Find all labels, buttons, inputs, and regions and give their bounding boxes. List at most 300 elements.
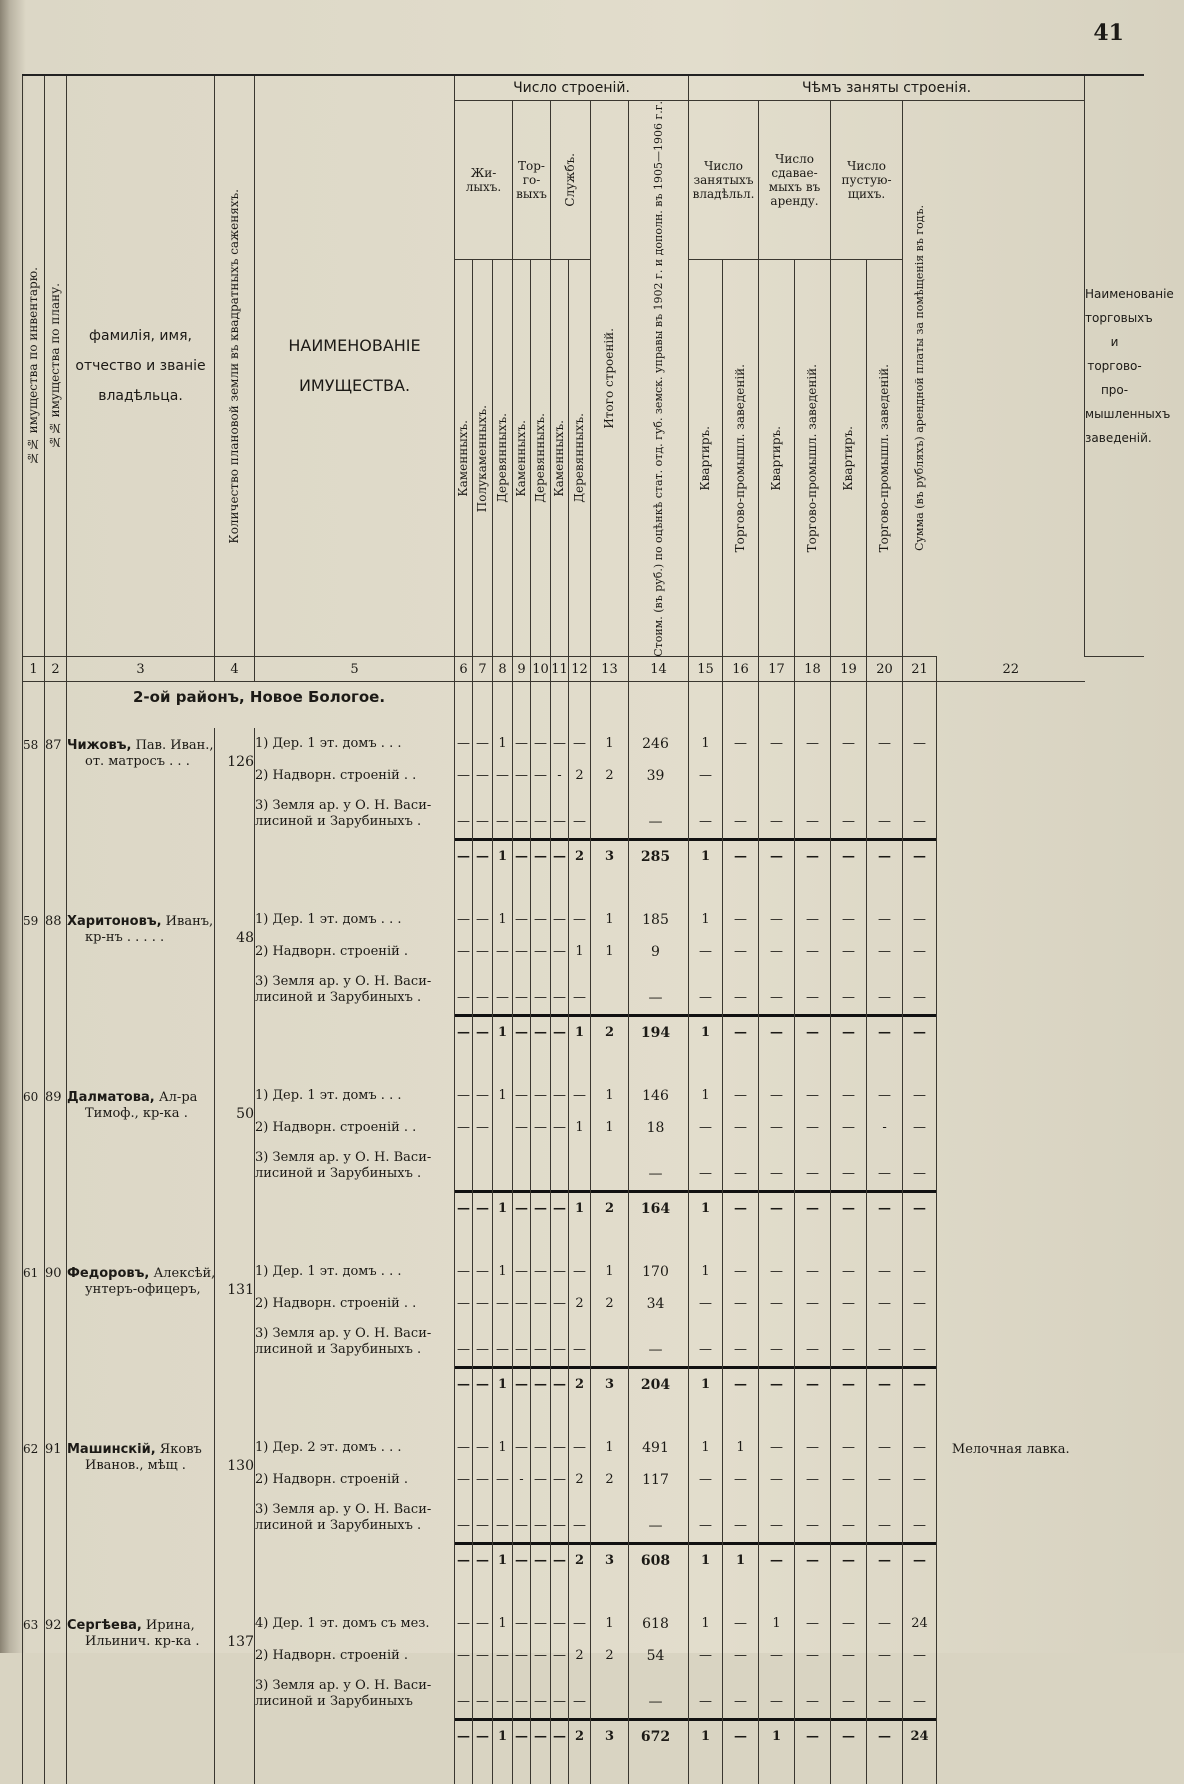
column-number-21: 21 [903,657,937,682]
value-c19 [831,760,866,792]
value-c6: — [457,1263,470,1279]
value-c15: 1 [701,1615,710,1631]
col-c20 [867,1608,903,1784]
header-land-area: Количество плановой земли въ квадратныхъ саженяхъ. [215,76,255,657]
value-c18: — [806,1439,820,1455]
col-c16 [723,728,759,904]
total-c19: — [831,1366,866,1401]
value-c19: — [842,1087,856,1103]
total-c8: 1 [493,1366,512,1401]
total-c11: — [551,1718,568,1753]
value-c18: — [806,943,820,959]
establishment-name: Мелочная лавка. [937,1432,1085,1608]
value-c13 [591,792,628,838]
col-c13 [591,1432,629,1608]
property-item-name: 2) Надворн. строеній . . [255,1119,417,1135]
value-c13: 1 [605,1087,614,1103]
header-c12: Деревянныхъ. [569,259,591,656]
value-c20: — [878,1517,892,1533]
plan-number: 91 [45,1432,67,1608]
owner-surname: Далматова, [67,1089,155,1105]
value-c6: — [457,1693,470,1709]
value-c7: — [476,1647,489,1663]
value-c19: — [842,1647,856,1663]
value-c6: — [457,1341,470,1357]
total-c20: — [867,1190,902,1225]
entry-gap [255,1750,454,1784]
plan-number: 89 [45,1080,67,1256]
total-c9: — [513,1190,530,1225]
value-c12: — [573,1341,586,1357]
value-c8: — [496,943,509,959]
header-c21: Сумма (въ рубляхъ) арендной платы за помѣщенія въ годъ. [903,100,937,657]
header-c17: Квартиръ. [759,259,795,656]
header-c14: Стоим. (въ руб.) по оцѣнкѣ стат. отд. губ. земск. управы въ 1902 г. и дополн. въ 1905—1906 г.г. [629,100,689,657]
value-c10: — [534,1295,547,1311]
total-c21: — [903,1366,936,1401]
property-item-name: 2) Надворн. строеній . . [255,1295,417,1311]
total-c8: 1 [493,838,512,873]
total-c7: — [473,838,492,873]
value-c20: — [878,1165,892,1181]
value-c18 [795,760,830,792]
value-c16: — [734,1615,748,1631]
value-c20: — [878,1471,892,1487]
value-c20: — [878,735,892,751]
value-c17: — [770,1471,784,1487]
value-c6: — [457,1517,470,1533]
col-c12 [569,728,591,904]
value-c20: — [878,1295,892,1311]
value-c12: — [573,911,586,927]
col-c21 [903,904,937,1080]
value-c15: — [699,1295,713,1311]
value-c6: — [457,1439,470,1455]
value-c16: — [734,989,748,1005]
value-c15: — [699,1517,713,1533]
value-c13: 2 [605,1295,614,1311]
col-c17 [759,1608,795,1784]
value-c17: — [770,1341,784,1357]
value-c20: — [878,1615,892,1631]
property-item [255,1144,454,1190]
col-c19 [831,1080,867,1256]
value-c13: 1 [605,1263,614,1279]
col-c20 [867,1080,903,1256]
value-c9: — [515,1341,528,1357]
col-c8 [493,1080,513,1256]
col-c18 [795,1432,831,1608]
col-c17 [759,1080,795,1256]
value-c19: — [842,989,856,1005]
value-c8 [493,1112,512,1144]
value-c11: — [553,1119,566,1135]
value-c17: — [770,943,784,959]
total-c10: — [531,838,550,873]
owner-surname: Чижовъ, [67,737,132,753]
header-c16: Торгово-промышл. заведеній. [723,259,759,656]
col-c21 [903,1608,937,1784]
value-c19: — [842,943,856,959]
property-item [255,792,454,838]
establishment-name [937,904,1085,1080]
value-c19: — [842,1263,856,1279]
total-c21: — [903,1190,936,1225]
establishment-name [937,1256,1085,1432]
value-c21: — [913,735,927,751]
value-c17: — [770,1517,784,1533]
col-c16 [723,904,759,1080]
value-c11: — [553,1295,566,1311]
col-c15 [689,1432,723,1608]
total-c14: 164 [629,1190,688,1225]
value-c14: — [648,1517,663,1534]
property-item [255,1672,454,1718]
property-item-name: 2) Надворн. строеній . [255,943,409,959]
value-c10: — [534,1119,547,1135]
value-c15: — [699,1471,713,1487]
value-c7: — [476,1615,489,1631]
value-c21: 24 [911,1615,928,1631]
value-c9: — [515,1615,528,1631]
owner-given-name: Яковъ [159,1441,202,1457]
value-c21: — [913,1439,927,1455]
col-c9 [513,1432,531,1608]
value-c13: 2 [605,767,614,783]
property-item-name: 1) Дер. 1 эт. домъ . . . [255,735,402,751]
value-c8: 1 [498,1615,507,1631]
value-c8: — [496,1647,509,1663]
col-c18 [795,1256,831,1432]
value-c18: — [806,1295,820,1311]
value-c17: — [770,1295,784,1311]
value-c20: - [882,1119,887,1135]
value-c9: — [515,813,528,829]
owner-cell [67,1432,215,1608]
value-c13 [591,1320,628,1366]
col-c11 [551,904,569,1080]
value-c16: — [734,1263,748,1279]
value-c7: — [476,735,489,751]
owner-given-name: Ирина, [145,1617,195,1633]
total-c20: — [867,1542,902,1577]
total-c17: 1 [759,1718,794,1753]
value-c6: — [457,1647,470,1663]
column-number-7: 7 [473,657,493,682]
value-c11: — [553,1341,566,1357]
header-c13: Итого строеній. [591,100,629,657]
total-spacer [255,1190,454,1222]
value-c9 [513,1144,530,1190]
column-number-3: 3 [67,657,215,682]
value-c9: — [515,943,528,959]
header-sub-rented: Число сдавае-мыхъ въ аренду. [759,100,831,259]
value-c20: — [878,911,892,927]
value-c13: 1 [605,735,614,751]
total-c20: — [867,1014,902,1049]
value-c8: 1 [498,735,507,751]
col-c10 [531,1608,551,1784]
total-c9: — [513,1014,530,1049]
col-c11 [551,1608,569,1784]
owner-given-name: Пав. Иван., [135,737,214,753]
value-c8: — [496,1517,509,1533]
col-c17 [759,1432,795,1608]
value-c20: — [878,1341,892,1357]
value-c15: 1 [701,1439,710,1455]
col-c7 [473,1080,493,1256]
total-c15: 1 [689,838,722,873]
column-number-8: 8 [493,657,513,682]
value-c20 [867,760,902,792]
value-c18: — [806,1087,820,1103]
value-c16: — [734,735,748,751]
land-area: 48 [215,904,255,1080]
col-c11 [551,1080,569,1256]
value-c15: — [699,1693,713,1709]
owner-status: кр-нъ . . . . . [85,929,165,945]
col-c14 [629,1080,689,1256]
total-c18: — [795,838,830,873]
value-c8: 1 [498,1087,507,1103]
value-c19: — [842,1341,856,1357]
col-c11 [551,1256,569,1432]
total-c12: 2 [569,1542,590,1577]
col-c16 [723,1080,759,1256]
total-c19: — [831,838,866,873]
header-c11: Каменныхъ. [551,259,569,656]
value-c19: — [842,1615,856,1631]
property-item [255,1320,454,1366]
value-c20: — [878,1647,892,1663]
owner-status: унтеръ-офицеръ, [85,1281,201,1297]
value-c16: — [734,943,748,959]
col-c12 [569,904,591,1080]
col-c19 [831,1256,867,1432]
land-area: 131 [215,1256,255,1432]
value-c10: — [534,1647,547,1663]
property-item-name-cont: лисиной и Зарубиныхъ . [255,1341,422,1357]
col-c7 [473,1608,493,1784]
total-c21: — [903,1014,936,1049]
land-area: 126 [215,728,255,904]
value-c12: — [573,813,586,829]
value-c10: — [534,767,547,783]
value-c18: — [806,1341,820,1357]
value-c14: 18 [646,1119,665,1136]
column-number-18: 18 [795,657,831,682]
value-c14: 9 [651,943,660,960]
col-c9 [513,1080,531,1256]
value-c14: — [648,1165,663,1182]
value-c16 [723,760,758,792]
total-c11: — [551,1542,568,1577]
value-c7: — [476,1295,489,1311]
value-c9: — [515,989,528,1005]
value-c18: — [806,1517,820,1533]
total-c12: 2 [569,838,590,873]
column-number-16: 16 [723,657,759,682]
header-group-occupied: Чѣмъ заняты строенія. [689,76,1085,100]
header-c20: Торгово-промышл. заведеній. [867,259,903,656]
value-c16: — [734,1471,748,1487]
value-c7: — [476,1693,489,1709]
inventory-number: 63 [23,1608,45,1784]
total-c12: 1 [569,1190,590,1225]
district-title: 2-ой районъ, Новое Бологое. [67,682,455,728]
value-c9: — [515,1693,528,1709]
property-item-name-cont: лисиной и Зарубиныхъ [255,1693,413,1709]
total-c16: 1 [723,1542,758,1577]
col-c8 [493,728,513,904]
header-plan-no: №№ имущества по плану. [45,76,67,657]
col-c20 [867,1256,903,1432]
value-c21: — [913,1165,927,1181]
owner-surname: Машинскій, [67,1441,156,1457]
total-c8: 1 [493,1542,512,1577]
value-c12: — [573,1263,586,1279]
property-item-name: 3) Земля ар. у О. Н. Васи- [255,1149,432,1165]
column-number-9: 9 [513,657,531,682]
value-c12: — [573,1693,586,1709]
value-c11: — [553,1615,566,1631]
total-c7: — [473,1014,492,1049]
value-c21: — [913,1693,927,1709]
entry-gap [255,1398,454,1432]
value-c18: — [806,1119,820,1135]
value-c14: 146 [642,1087,669,1104]
value-c6: — [457,1295,470,1311]
value-c11: — [553,1647,566,1663]
value-c21: — [913,911,927,927]
col-c17 [759,904,795,1080]
header-c7: Полукаменныхъ. [473,259,493,656]
property-item-name: 1) Дер. 1 эт. домъ . . . [255,911,402,927]
value-c11 [551,1144,568,1190]
column-number-15: 15 [689,657,723,682]
inventory-number: 60 [23,1080,45,1256]
value-c18: — [806,1165,820,1181]
value-c17: — [770,1263,784,1279]
col-c19 [831,1432,867,1608]
total-c6: — [455,1718,472,1753]
entry-row [23,1080,1145,1256]
value-c7: — [476,943,489,959]
value-c7: — [476,1341,489,1357]
total-c14: 608 [629,1542,688,1577]
value-c19: — [842,911,856,927]
total-c19: — [831,1718,866,1753]
entry-row [23,728,1145,904]
column-number-14: 14 [629,657,689,682]
value-c9: — [515,911,528,927]
value-c13: 1 [605,1615,614,1631]
value-c7: — [476,1087,489,1103]
value-c13: 2 [605,1471,614,1487]
col-c12 [569,1608,591,1784]
total-c10: — [531,1014,550,1049]
value-c13: 1 [605,911,614,927]
value-c12: 2 [575,767,584,783]
col-c6 [455,1608,473,1784]
owner-status: от. матросъ . . . [85,753,190,769]
total-c14: 672 [629,1718,688,1753]
total-c13: 3 [591,838,628,873]
col-c13 [591,728,629,904]
value-c14: 491 [642,1439,669,1456]
value-c16: — [734,1295,748,1311]
entry-row [23,1432,1145,1608]
value-c15: — [699,1341,713,1357]
value-c14: — [648,813,663,830]
total-c11: — [551,1190,568,1225]
total-c17: — [759,1014,794,1049]
value-c11: — [553,1263,566,1279]
value-c13: 1 [605,1119,614,1135]
value-c21: — [913,1087,927,1103]
value-c21: — [913,943,927,959]
total-c15: 1 [689,1366,722,1401]
value-c15: 1 [701,1087,710,1103]
col-c9 [513,904,531,1080]
value-c19: — [842,1165,856,1181]
total-c18: — [795,1542,830,1577]
value-c15: — [699,943,713,959]
value-c13: 2 [605,1647,614,1663]
value-c7: — [476,1517,489,1533]
value-c7: — [476,1439,489,1455]
entry-gap [255,1222,454,1256]
col-c10 [531,904,551,1080]
total-c6: — [455,1542,472,1577]
total-c8: 1 [493,1718,512,1753]
value-c10: — [534,735,547,751]
col-c7 [473,1256,493,1432]
value-c6: — [457,767,470,783]
col-c21 [903,1256,937,1432]
col-c6 [455,1432,473,1608]
total-c13: 2 [591,1190,628,1225]
property-item-name: 3) Земля ар. у О. Н. Васи- [255,1325,432,1341]
total-c9: — [513,838,530,873]
column-number-19: 19 [831,657,867,682]
value-c20: — [878,1693,892,1709]
column-number-6: 6 [455,657,473,682]
col-c20 [867,904,903,1080]
value-c17: — [770,911,784,927]
value-c8: — [496,1341,509,1357]
col-c13 [591,904,629,1080]
value-c21: — [913,1471,927,1487]
property-item-name-cont: лисиной и Зарубиныхъ . [255,989,422,1005]
total-c12: 1 [569,1014,590,1049]
value-c19: — [842,813,856,829]
total-c6: — [455,1366,472,1401]
value-c7 [473,1144,492,1190]
value-c20: — [878,989,892,1005]
header-sub-trade: Тор-го-выхъ [513,100,551,259]
value-c17: — [770,1119,784,1135]
property-items [255,904,455,1080]
total-c12: 2 [569,1718,590,1753]
total-c18: — [795,1014,830,1049]
value-c13 [591,1672,628,1718]
total-c6: — [455,1014,472,1049]
value-c8: 1 [498,1439,507,1455]
value-c6: — [457,735,470,751]
col-c10 [531,728,551,904]
col-c18 [795,1608,831,1784]
